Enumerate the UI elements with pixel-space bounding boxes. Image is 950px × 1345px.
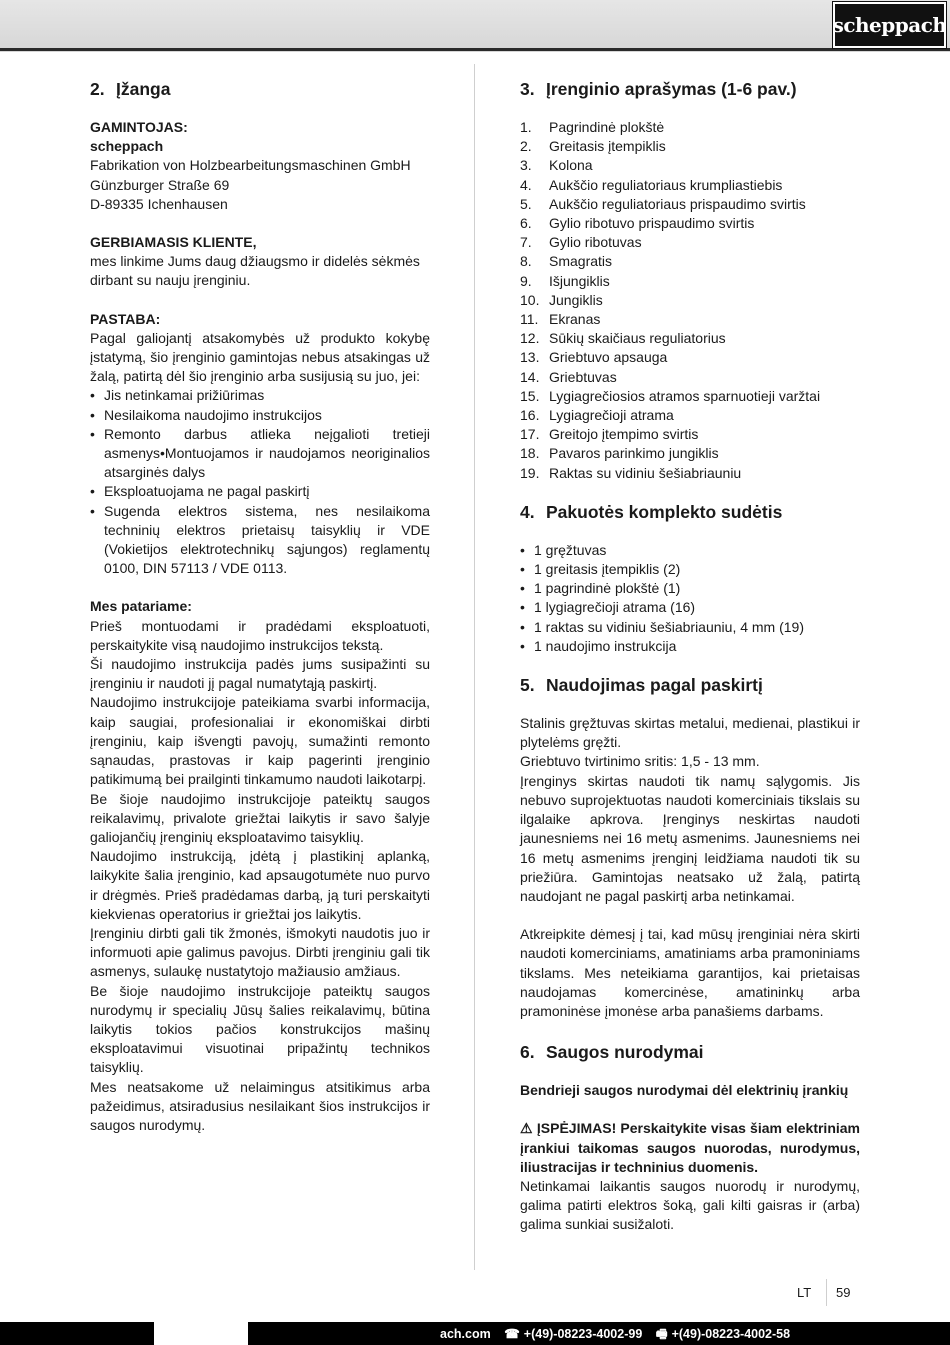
item-number: 10. (520, 291, 540, 308)
list-item (520, 291, 860, 310)
dear-text: mes linkime Jums daug džiaugsmo ir didelės sėkmės dirbant su nauju įrenginiu. (90, 253, 420, 289)
item-text: Smagratis (549, 253, 613, 270)
section-6-heading (520, 1041, 860, 1063)
warning-detail: Netinkamai laikantis saugos nuorodų ir nurodymų, galima patirti elektros šoką, gali kilti gaisras ir (arba) galima sunkiai susižaloti. (520, 1177, 860, 1233)
item-text: Išjungiklis (549, 272, 610, 289)
right-column (520, 78, 860, 1235)
advice-paragraph: Ši naudojimo instrukcija padės jums susipažinti su įrenginiu ir naudoti jį pagal numatytąją paskirtį. (90, 656, 430, 692)
item-text: Aukščio reguliatoriaus krumpliastiebis (549, 176, 783, 193)
list-item (520, 310, 860, 329)
list-item: • 1 gręžtuvas (520, 541, 860, 560)
maker-line: Günzburger Straße 69 (90, 176, 230, 193)
section-4-heading (520, 501, 860, 523)
left-column (90, 78, 430, 1135)
section-number: 2. (90, 79, 105, 99)
item-number: 3. (520, 157, 532, 174)
advice-paragraph: Prieš montuodami ir pradėdami eksploatuoti, perskaitykite visą naudojimo instrukcijos tekstą. (90, 617, 430, 653)
list-item (520, 368, 860, 387)
item-number: 6. (520, 215, 532, 232)
warning-text (520, 1119, 860, 1177)
list-item (520, 233, 860, 252)
note-text: Pagal galiojantį atsakomybės už produkto kokybę įstatymą, šio įrenginio gamintojas nebus atsakingas už žalą, patirtą dėl šio įrenginio arba susijusią su juo, jei: (90, 329, 430, 385)
header-band (0, 0, 950, 52)
item-text: Griebtuvas (549, 368, 617, 385)
section-number: 5. (520, 675, 535, 696)
language-code: LT (797, 1285, 812, 1300)
dear-label: GERBIAMASIS KLIENTE, (90, 234, 257, 251)
item-number: 5. (520, 195, 532, 212)
item-text: Griebtuvo apsauga (549, 349, 668, 366)
list-item (520, 156, 860, 175)
package-list (520, 541, 860, 656)
list-item (520, 348, 860, 367)
page-number: 59 (836, 1285, 851, 1300)
section-3-heading (520, 78, 860, 100)
item-text: Pagrindinė plokštė (549, 119, 665, 135)
item-text: Lygiagrečioji atrama (549, 407, 674, 424)
list-item: • 1 raktas su vidiniu šešiabriauniu, 4 mm (19) (520, 618, 860, 637)
list-item (520, 406, 860, 425)
header-rule (0, 48, 950, 51)
phone-icon: ☎ (504, 1327, 520, 1341)
note-bullet-list (90, 386, 430, 578)
safety-subheading: Bendrieji saugos nurodymai dėl elektrinių įrankių (520, 1082, 849, 1099)
list-item (520, 272, 860, 291)
item-text: Greitasis įtempiklis (549, 138, 666, 155)
item-text: Pavaros parinkimo jungiklis (549, 445, 719, 462)
advice-paragraph: Be šioje naudojimo instrukcijoje pateiktų saugos reikalavimų, privalote griežtai laikytis ir savo šalyje galiojančių įrenginių eksploatavimo taisyklių. (90, 790, 430, 845)
maker-line: Fabrikation von Holzbearbeitungsmaschinen GmbH (90, 157, 411, 174)
list-item: • Sugenda elektros sistema, nes nesilaikoma techninių elektros prietaisų taisyklių ir VDE (Vokietijos elektrotechnikų sąjungos) reglamentų 0100, DIN 57113 / VDE 0113. (90, 502, 430, 579)
contact-bar-gap (154, 1322, 248, 1345)
use-paragraph: Atkreipkite dėmesį į tai, kad mūsų įrenginiai nėra skirti naudoti komerciniams, amatiniams arba pramoniniams tikslams. Mes neteikiama garantijos, kai prietaisas naudojamas komercinėse, amatininkų arba pramoninėse įmonėse arba panašiems darbams. (520, 926, 860, 1019)
phone-number: +(49)-08223-4002-99 (523, 1327, 643, 1341)
list-item (520, 195, 860, 214)
list-item: • 1 greitasis įtempiklis (2) (520, 560, 860, 579)
item-number: 15. (520, 387, 540, 404)
item-text: Jungiklis (549, 291, 603, 308)
advice-paragraph: Įrenginiu dirbti gali tik žmonės, išmokyti naudotis juo ir informuoti apie galimus pavojus. Dirbti įrenginiu gali tik asmenys, sulaukę nustatytojo mažiausio amžiaus. (90, 924, 430, 980)
fax-number: +(49)-08223-4002-58 (671, 1327, 791, 1341)
item-number: 16. (520, 407, 540, 424)
use-paragraph: Stalinis gręžtuvas skirtas metalui, medienai, plastikui ir plytelėms gręžti. (520, 715, 860, 751)
list-item: • 1 lygiagrečioji atrama (16) (520, 598, 860, 617)
column-divider (474, 64, 475, 1270)
item-text: Greitojo įtempimo svirtis (549, 426, 699, 443)
use-paragraph: Įrenginys skirtas naudoti tik namų sąlygomis. Jis nebuvo suprojektuotas naudoti komerciniais tikslais su ilgalaike apkrova. Įrenginys neskirtas naudoti jaunesniems nei 16 metų asmenims. Jaunesniems nei 16 metų asmenims įrenginį leidžiama naudoti tik su priežiūra. Gamintojas neatsako už žalą, patirtą naudojant ne pagal paskirtį arba netinkamai. (520, 772, 860, 904)
list-item: • Eksploatuojama ne pagal paskirtį (90, 482, 430, 501)
item-number: 8. (520, 253, 532, 270)
list-item: • Remonto darbus atlieka neįgalioti tretieji asmenys•Montuojamos ir naudojamos neoriginalios atsarginės dalys (90, 425, 430, 483)
list-item (520, 444, 860, 463)
note-label: PASTABA: (90, 310, 161, 327)
item-number: 2. (520, 138, 532, 155)
item-text: Gylio ribotuvo prispaudimo svirtis (549, 215, 755, 232)
warning-triangle-icon: ⚠ (520, 1120, 533, 1137)
maker-name: scheppach (90, 138, 164, 155)
list-item (520, 252, 860, 271)
item-text: Ekranas (549, 311, 601, 328)
section-number: 4. (520, 501, 535, 522)
item-number: 9. (520, 272, 532, 289)
item-text: Raktas su vidiniu šešiabriauniu (549, 464, 742, 481)
item-text: Aukščio reguliatoriaus prispaudimo svirtis (549, 195, 806, 212)
advice-paragraph: Be šioje naudojimo instrukcijoje pateiktų saugos nurodymų ir specialių Jūsų šalies reikalavimų, būtina laikytis tokios pačios konstrukcijos mašinų eksploatavimui visuotinai pripažintų technikos taisyklių. (90, 982, 430, 1076)
section-title: Įrenginio aprašymas (1-6 pav.) (546, 79, 797, 99)
list-item (520, 464, 860, 483)
section-title: Saugos nurodymai (546, 1042, 704, 1063)
advice-paragraph: Naudojimo instrukciją, įdėtą į plastikinį aplanką, laikykite šalia įrenginio, kad apsaugotumėte nuo purvo ir drėgmės. Prieš pradėdamas darbą, ją turi perskaityti kiekvienas operatorius ir griežtai jos laikytis. (90, 848, 430, 922)
list-item (520, 118, 860, 137)
maker-label: GAMINTOJAS: (90, 119, 188, 135)
parts-list (520, 118, 860, 483)
item-number: 12. (520, 330, 540, 347)
list-item (520, 137, 860, 156)
website-text: ach.com (440, 1327, 491, 1341)
section-2-heading (90, 78, 430, 100)
item-number: 4. (520, 176, 532, 193)
list-item (520, 214, 860, 233)
list-item: • Nesilaikoma naudojimo instrukcijos (90, 406, 430, 425)
advice-label: Mes patariame: (90, 598, 192, 615)
scheppach-logo: scheppach (833, 2, 946, 48)
item-number: 1. (520, 119, 532, 135)
fax-icon: 🖷 (655, 1327, 668, 1341)
list-item (520, 425, 860, 444)
item-number: 18. (520, 445, 540, 462)
footer-separator (826, 1279, 827, 1306)
item-number: 17. (520, 426, 540, 443)
item-text: Kolona (549, 157, 593, 174)
item-number: 14. (520, 368, 540, 385)
section-5-heading (520, 674, 860, 696)
use-paragraph: Griebtuvo tvirtinimo sritis: 1,5 - 13 mm. (520, 753, 760, 770)
section-number: 6. (520, 1042, 535, 1063)
warning-bold-text: ĮSPĖJIMAS! Perskaitykite visas šiam elektriniam įrankiui taikomas saugos nuorodas, nurodymus, iliustracijas ir techninius duomenis. (520, 1120, 860, 1175)
list-item: • 1 naudojimo instrukcija (520, 637, 860, 656)
maker-line: D-89335 Ichenhausen (90, 195, 228, 212)
section-title: Naudojimas pagal paskirtį (546, 675, 763, 696)
item-number: 13. (520, 349, 540, 366)
item-text: Sūkių skaičiaus reguliatorius (549, 330, 726, 347)
contact-info (440, 1325, 800, 1345)
item-number: 7. (520, 234, 532, 251)
advice-paragraph: Mes neatsakome už nelaimingus atsitikimus arba pažeidimus, atsiradusius nesilaikant šios instrukcijos ir saugos nurodymų. (90, 1078, 430, 1133)
section-number: 3. (520, 79, 535, 99)
item-number: 11. (520, 311, 539, 328)
list-item: • Jis netinkamai prižiūrimas (90, 386, 430, 405)
list-item (520, 329, 860, 348)
item-number: 19. (520, 464, 540, 481)
advice-paragraph: Naudojimo instrukcijoje pateikiama svarbi informacija, kaip saugiai, profesionaliai ir ekonomiškai dirbti įrenginiu, kaip išvengti pavojų, sumažinti remonto sąnaudas, prastovas ir kaip pagerinti įrenginio patikimumą bei prailginti tinkamumo naudoti laikotarpį. (90, 694, 430, 788)
list-item (520, 176, 860, 195)
list-item (520, 387, 860, 406)
item-text: Lygiagrečiosios atramos sparnuotieji varžtai (549, 387, 821, 404)
list-item: • 1 pagrindinė plokštė (1) (520, 579, 860, 598)
section-title: Įžanga (116, 79, 171, 99)
section-title: Pakuotės komplekto sudėtis (546, 501, 783, 522)
item-text: Gylio ribotuvas (549, 234, 642, 251)
